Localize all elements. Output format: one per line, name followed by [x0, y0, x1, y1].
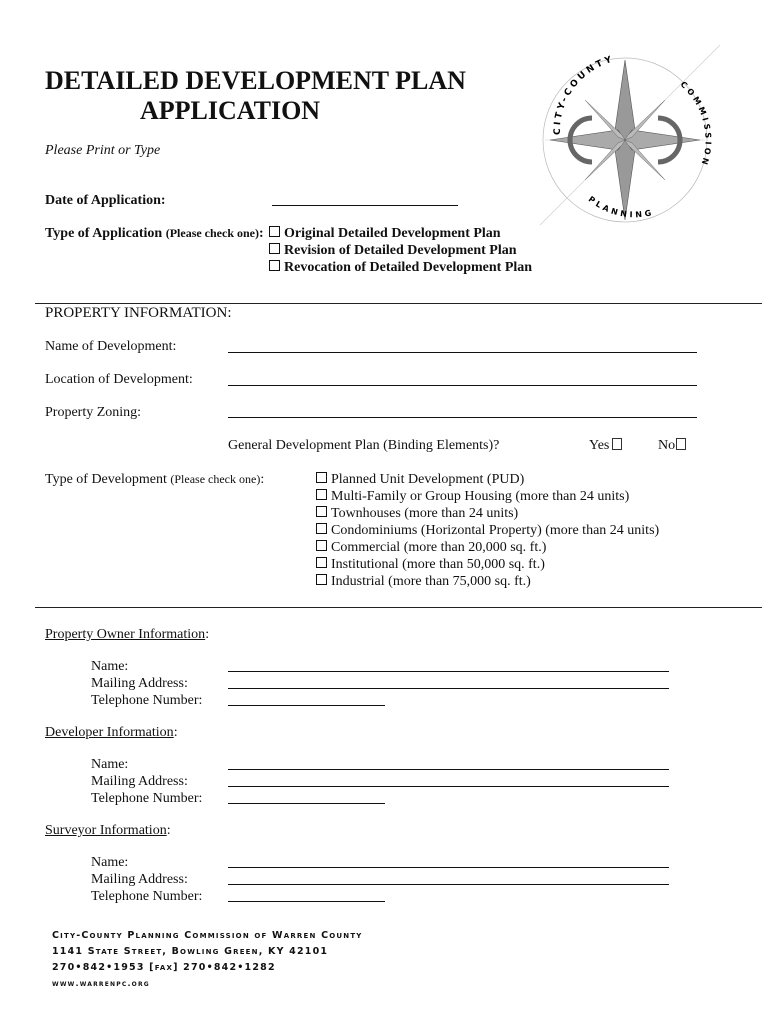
- developer-phone-field[interactable]: [228, 803, 385, 804]
- checkbox-revision[interactable]: [269, 243, 280, 254]
- logo-text-bottom: PLANNING: [586, 194, 656, 220]
- owner-address-field[interactable]: [228, 688, 669, 689]
- date-label: Date of Application:: [45, 193, 166, 208]
- developer-heading-text: Developer Information: [45, 725, 174, 740]
- page-title-line-1: DETAILED DEVELOPMENT PLAN: [45, 66, 466, 95]
- surveyor-phone-label: Telephone Number:: [91, 889, 203, 904]
- owner-name-field[interactable]: [228, 671, 669, 672]
- type-option-label: Original Detailed Development Plan: [284, 226, 501, 241]
- owner-phone-field[interactable]: [228, 705, 385, 706]
- logo-text-top: CITY-COUNTY: [552, 54, 616, 136]
- type-option-revocation[interactable]: [269, 260, 532, 276]
- developer-heading-colon: :: [173, 725, 178, 740]
- development-location-field[interactable]: [228, 385, 697, 386]
- checkbox-no[interactable]: [676, 438, 686, 450]
- type-of-application-label: [45, 226, 264, 242]
- property-zoning-field[interactable]: [228, 417, 697, 418]
- section-divider-top: [35, 303, 762, 304]
- surveyor-heading-colon: :: [166, 823, 171, 838]
- devtype-option-townhouses[interactable]: [316, 506, 518, 522]
- development-name-field[interactable]: [228, 352, 697, 353]
- devtype-option-commercial[interactable]: [316, 540, 546, 556]
- devtype-option-multifamily[interactable]: [316, 489, 629, 505]
- checkbox-original[interactable]: [269, 226, 280, 237]
- checkbox-townhouses[interactable]: [316, 506, 327, 517]
- surveyor-name-field[interactable]: [228, 867, 669, 868]
- footer-website: www.warrenpc.org: [52, 979, 150, 988]
- devtype-option-label: Industrial (more than 75,000 sq. ft.): [331, 574, 531, 589]
- developer-name-field[interactable]: [228, 769, 669, 770]
- property-info-heading: PROPERTY INFORMATION:: [45, 305, 232, 321]
- devtype-option-label: Townhouses (more than 24 units): [331, 506, 519, 521]
- checkbox-condominiums[interactable]: [316, 523, 327, 534]
- devtype-option-institutional[interactable]: [316, 557, 545, 573]
- developer-name-label: Name:: [91, 757, 129, 772]
- type-option-label: Revocation of Detailed Development Plan: [284, 260, 533, 275]
- property-zoning-label: Property Zoning:: [45, 405, 142, 420]
- devtype-option-label: Condominiums (Horizontal Property) (more than 24 units): [331, 523, 660, 538]
- no-label: No: [658, 438, 676, 453]
- surveyor-heading-text: Surveyor Information: [45, 823, 167, 838]
- footer-address-block: [52, 928, 363, 992]
- devtype-label-hint: (Please check one): [170, 472, 261, 486]
- owner-address-label: Mailing Address:: [91, 676, 188, 691]
- devtype-option-industrial[interactable]: [316, 574, 531, 590]
- type-label-text: Type of Application: [45, 226, 163, 241]
- devtype-option-label: Multi-Family or Group Housing (more than 24 units): [331, 489, 630, 504]
- developer-info-heading: [45, 725, 178, 741]
- developer-address-label: Mailing Address:: [91, 774, 188, 789]
- binding-yes-option[interactable]: [589, 438, 622, 454]
- checkbox-multifamily[interactable]: [316, 489, 327, 500]
- surveyor-phone-field[interactable]: [228, 901, 385, 902]
- surveyor-address-label: Mailing Address:: [91, 872, 188, 887]
- page-title-line-2: APPLICATION: [140, 96, 321, 125]
- owner-name-label: Name:: [91, 659, 129, 674]
- developer-phone-label: Telephone Number:: [91, 791, 203, 806]
- devtype-option-condominiums[interactable]: [316, 523, 659, 539]
- type-label-hint: (Please check one): [165, 226, 260, 240]
- checkbox-pud[interactable]: [316, 472, 327, 483]
- checkbox-institutional[interactable]: [316, 557, 327, 568]
- footer-phone-fax: 270•842•1953 [fax] 270•842•1282: [52, 962, 276, 973]
- devtype-option-pud[interactable]: [316, 472, 524, 488]
- footer-organization: City-County Planning Commission of Warren County: [52, 930, 363, 941]
- devtype-option-label: Institutional (more than 50,000 sq. ft.): [331, 557, 545, 572]
- owner-info-heading: [45, 627, 209, 643]
- date-field[interactable]: [272, 205, 458, 206]
- development-name-label: Name of Development:: [45, 339, 177, 354]
- devtype-label-text: Type of Development: [45, 472, 167, 487]
- owner-phone-label: Telephone Number:: [91, 693, 203, 708]
- footer-street-address: 1141 State Street, Bowling Green, KY 42101: [52, 946, 329, 957]
- section-divider-bottom: [35, 607, 762, 608]
- owner-heading-text: Property Owner Information: [45, 627, 206, 642]
- checkbox-yes[interactable]: [612, 438, 622, 450]
- development-type-label: [45, 472, 264, 488]
- devtype-option-label: Commercial (more than 20,000 sq. ft.): [331, 540, 547, 555]
- binding-no-option[interactable]: [658, 438, 686, 454]
- subtitle: Please Print or Type: [45, 143, 161, 158]
- type-option-original[interactable]: [269, 226, 501, 242]
- development-location-label: Location of Development:: [45, 372, 193, 387]
- checkbox-revocation[interactable]: [269, 260, 280, 271]
- surveyor-address-field[interactable]: [228, 884, 669, 885]
- yes-label: Yes: [589, 438, 610, 453]
- type-label-colon: :: [259, 226, 264, 241]
- developer-address-field[interactable]: [228, 786, 669, 787]
- devtype-label-colon: :: [260, 472, 265, 487]
- owner-heading-colon: :: [205, 627, 210, 642]
- planning-commission-logo: [530, 40, 730, 230]
- logo-text-right: COMMISSION: [678, 79, 713, 169]
- surveyor-info-heading: [45, 823, 171, 839]
- type-option-label: Revision of Detailed Development Plan: [284, 243, 517, 258]
- checkbox-industrial[interactable]: [316, 574, 327, 585]
- checkbox-commercial[interactable]: [316, 540, 327, 551]
- surveyor-name-label: Name:: [91, 855, 129, 870]
- type-option-revision[interactable]: [269, 243, 517, 259]
- binding-elements-label: General Development Plan (Binding Elements)?: [228, 438, 500, 453]
- devtype-option-label: Planned Unit Development (PUD): [331, 472, 525, 487]
